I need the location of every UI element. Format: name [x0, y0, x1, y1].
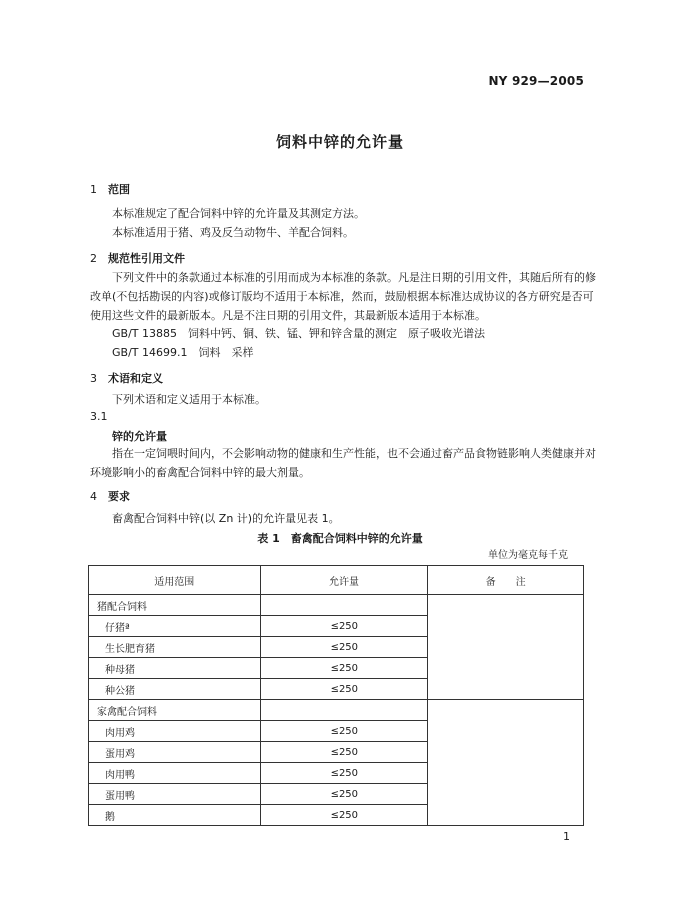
table-group-row [89, 595, 584, 616]
section-2-heading: 2 规范性引用文件 [90, 252, 185, 265]
scope-cell: 肉用鸡 [89, 721, 261, 742]
limit-cell: ≤250 [260, 679, 428, 700]
page-number: 1 [563, 830, 570, 843]
scope-cell: 蛋用鸭 [89, 784, 261, 805]
limit-cell: ≤250 [260, 742, 428, 763]
scope-cell: 生长肥育猪 [89, 637, 261, 658]
scope-cell: 蛋用鸡 [89, 742, 261, 763]
group-poultry-feed: 家禽配合饲料 [89, 700, 261, 721]
reference-gb-t-14699: GB/T 14699.1 饲料 采样 [112, 346, 254, 359]
limit-cell: ≤250 [260, 805, 428, 826]
document-title: 饲料中锌的允许量 [275, 133, 404, 151]
section-1-line-2: 本标准适用于猪、鸡及反刍动物牛、羊配合饲料。 [112, 226, 354, 239]
section-4-heading: 4 要求 [90, 490, 130, 503]
standard-number: NY 929—2005 [488, 74, 584, 88]
limit-cell: ≤250 [260, 658, 428, 679]
scope-cell: 种公猪 [89, 679, 261, 700]
section-3-1-number: 3.1 [90, 410, 108, 423]
note-cell [428, 595, 584, 700]
section-1-line-1: 本标准规定了配合饲料中锌的允许量及其测定方法。 [112, 207, 365, 220]
group-pig-feed: 猪配合饲料 [89, 595, 261, 616]
limit-cell: ≤250 [260, 721, 428, 742]
limit-cell: ≤250 [260, 637, 428, 658]
table-cell [260, 700, 428, 721]
section-1-heading: 1 范围 [90, 183, 130, 196]
scope-cell: 仔猪ª [89, 616, 261, 637]
section-3-heading: 3 术语和定义 [90, 372, 163, 385]
section-4-line: 畜禽配合饲料中锌(以 Zn 计)的允许量见表 1。 [112, 512, 340, 525]
limit-cell: ≤250 [260, 784, 428, 805]
term-zinc-allowance: 锌的允许量 [112, 430, 167, 443]
table-group-row [89, 700, 584, 721]
table-cell [260, 595, 428, 616]
table-header-row [89, 566, 584, 595]
limit-cell: ≤250 [260, 763, 428, 784]
table-unit: 单位为毫克每千克 [488, 550, 568, 561]
scope-cell: 鹅 [89, 805, 261, 826]
note-cell [428, 700, 584, 826]
limit-cell: ≤250 [260, 616, 428, 637]
scope-cell: 种母猪 [89, 658, 261, 679]
term-definition: 指在一定饲喂时间内，不会影响动物的健康和生产性能，也不会通过畜产品食物链影响人类健康并对环境影响小的畜禽配合饲料中锌的最大剂量。 [90, 447, 596, 479]
scope-cell: 肉用鸭 [89, 763, 261, 784]
section-2-paragraph: 下列文件中的条款通过本标准的引用而成为本标准的条款。凡是注日期的引用文件，其随后所有的修改单(不包括勘误的内容)或修订版均不适用于本标准，然而，鼓励根据本标准达成协议的各方研究是否可使用这些文件的最新版本。凡是不注日期的引用文件，其最新版本适用于本标准。 [90, 271, 596, 322]
header-note: 备 注 [428, 566, 584, 595]
header-scope: 适用范围 [89, 566, 261, 595]
reference-gb-t-13885: GB/T 13885 饲料中钙、铜、铁、锰、钾和锌含量的测定 原子吸收光谱法 [112, 327, 485, 340]
section-3-line: 下列术语和定义适用于本标准。 [112, 393, 266, 406]
zinc-allowance-table [88, 565, 584, 826]
table-caption: 表 1 畜禽配合饲料中锌的允许量 [257, 532, 423, 545]
header-limit: 允许量 [260, 566, 428, 595]
